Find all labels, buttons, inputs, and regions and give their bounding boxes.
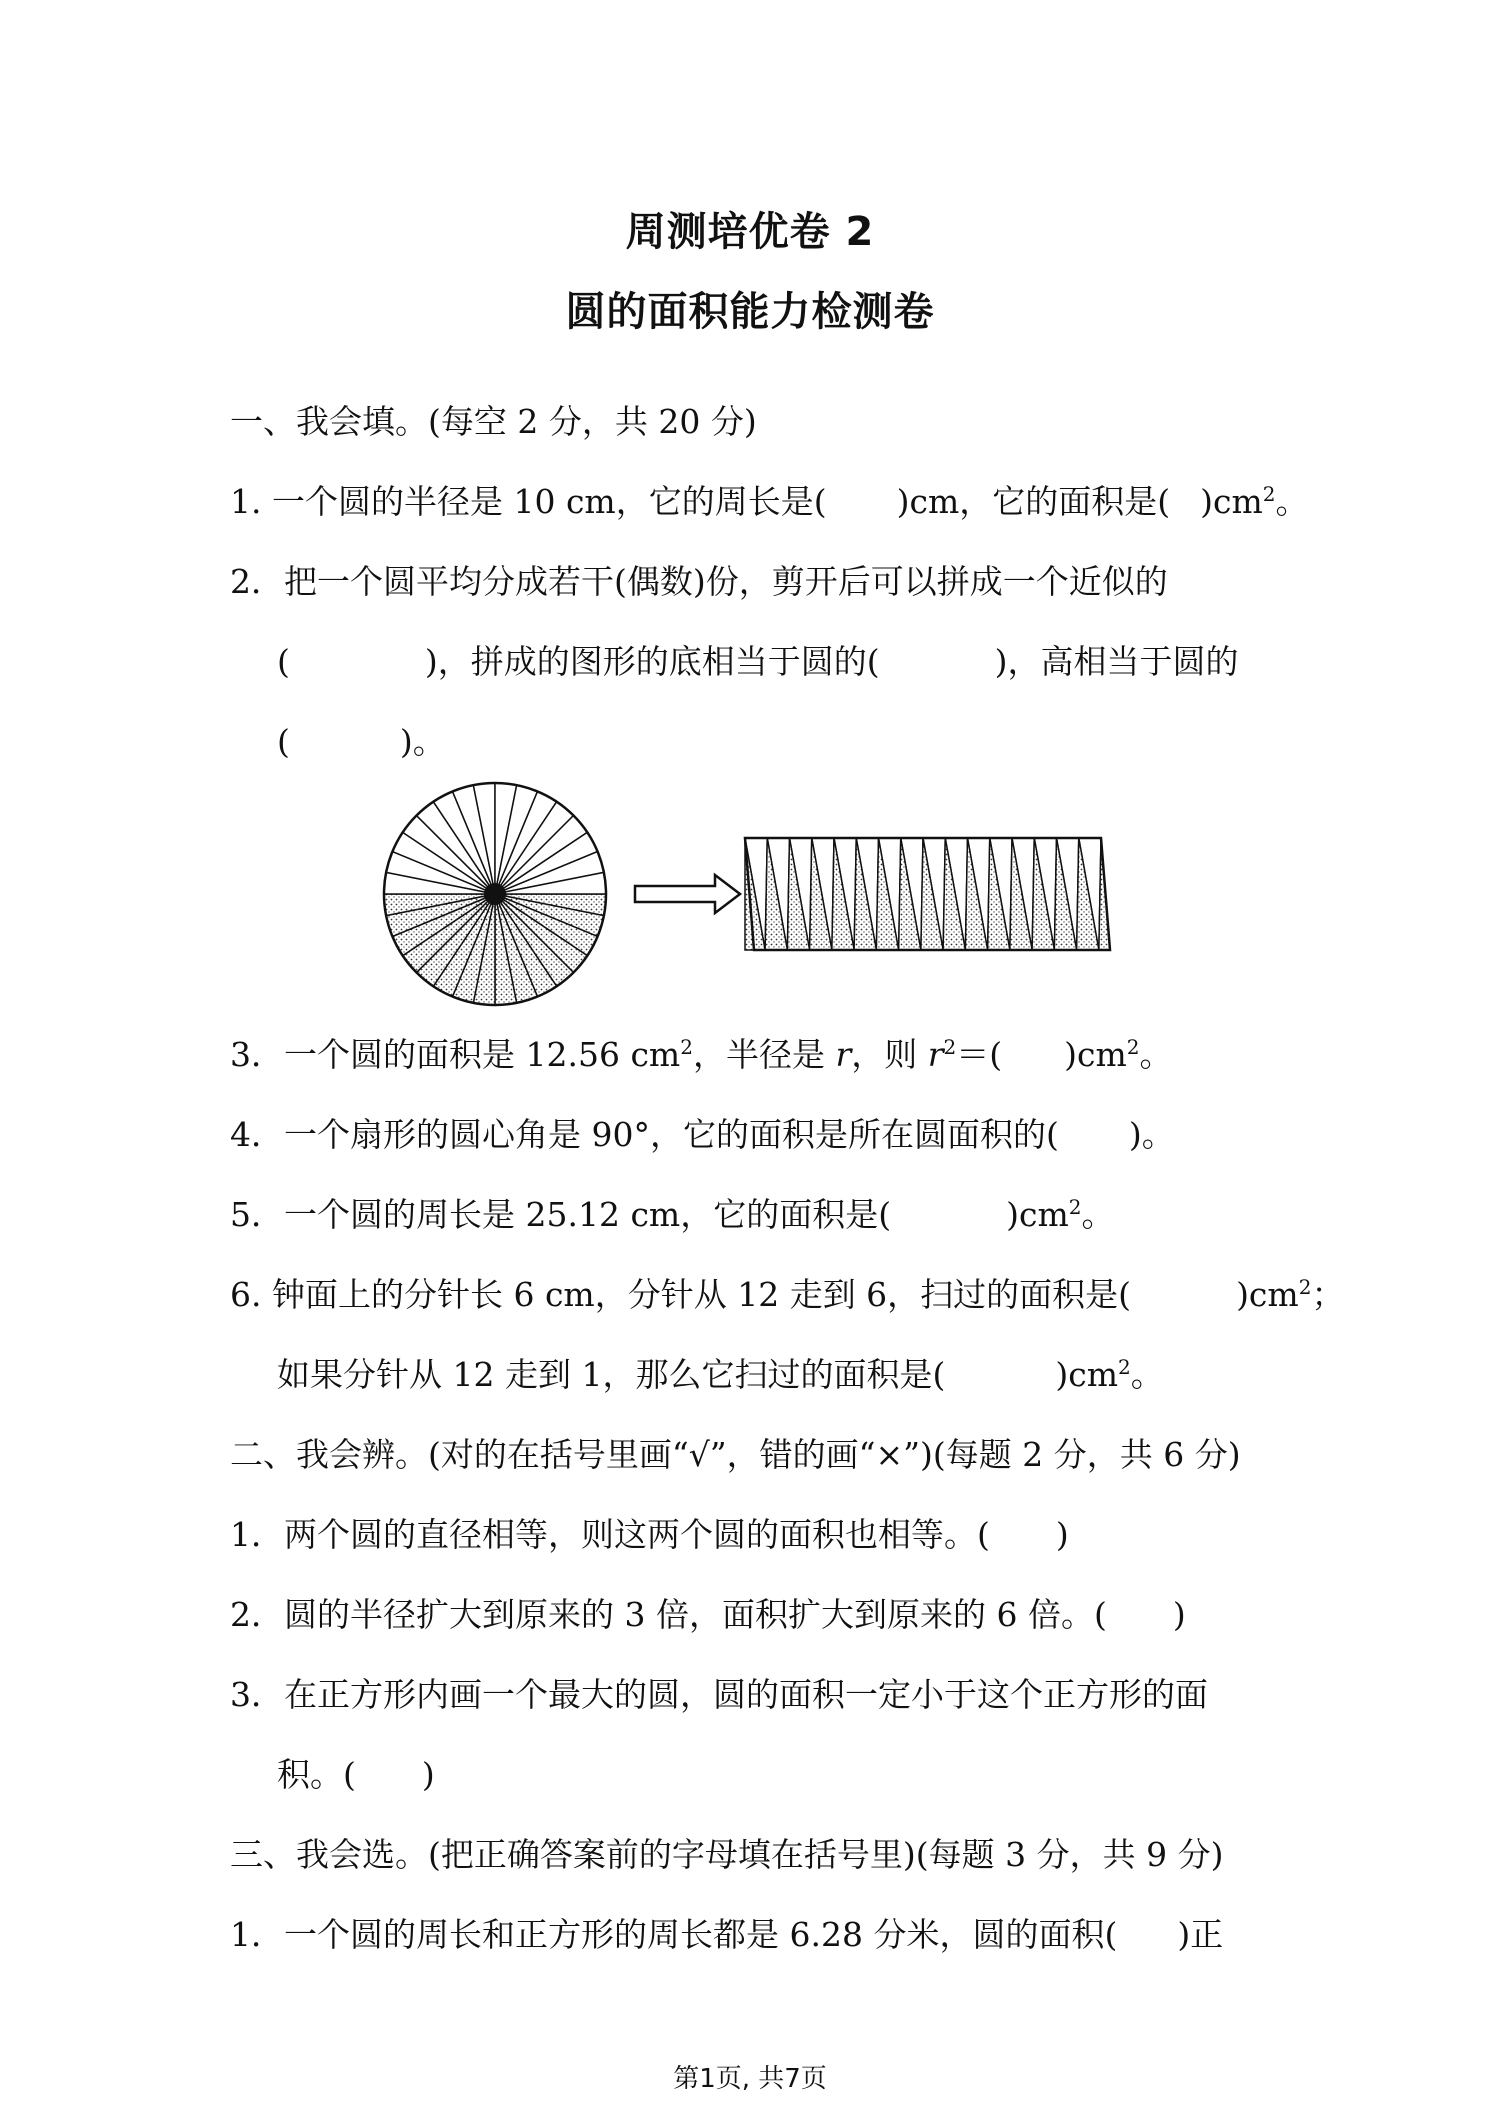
page-number: 第1页, 共7页	[673, 2064, 827, 2094]
divided-circle	[384, 783, 606, 1005]
question-1-6-line2: 如果分针从 12 走到 1，那么它扫过的面积是( )$cm^2$。	[277, 1355, 1164, 1394]
paper-title: 周测培优卷 2	[625, 209, 875, 255]
paper-subtitle: 圆的面积能力检测卷	[565, 289, 935, 335]
circle-to-rectangle-figure	[380, 778, 1120, 1010]
question-1-1: 1. 一个圆的半径是 10 cm，它的周长是( )cm，它的面积是( )$cm^2$。	[230, 482, 1309, 521]
question-1-4: 4．一个扇形的圆心角是 90°，它的面积是所在圆面积的( )。	[230, 1115, 1175, 1154]
section2-heading: 二、我会辨。(对的在括号里画“√”，错的画“×”)(每题 2 分，共 6 分)	[230, 1435, 1241, 1474]
circle-center	[484, 883, 506, 905]
question-2-2: 2．圆的半径扩大到原来的 3 倍，面积扩大到原来的 6 倍。( )	[230, 1595, 1186, 1634]
section3-heading: 三、我会选。(把正确答案前的字母填在括号里)(每题 3 分，共 9 分)	[230, 1835, 1224, 1874]
question-2-3-line2: 积。( )	[277, 1755, 435, 1794]
question-3-1: 1．一个圆的周长和正方形的周长都是 6.28 分米，圆的面积( )正	[230, 1915, 1224, 1954]
question-1-2-line1: 2．把一个圆平均分成若干(偶数)份，剪开后可以拼成一个近似的	[230, 562, 1168, 601]
question-1-3: 3．一个圆的面积是 12.56 $cm^2$，半径是 r，则 $r^2=$( )$cm^2$。	[230, 1035, 1173, 1074]
question-1-5: 5．一个圆的周长是 25.12 cm，它的面积是( )$cm^2$。	[230, 1195, 1115, 1234]
question-2-1: 1．两个圆的直径相等，则这两个圆的面积也相等。( )	[230, 1515, 1069, 1554]
question-1-2-line2: ( )，拼成的图形的底相当于圆的( )，高相当于圆的	[277, 642, 1239, 681]
question-1-6-line1: 6. 钟面上的分针长 6 cm，分针从 12 走到 6，扫过的面积是( )$cm^2$；	[230, 1275, 1345, 1314]
right-arrow-icon	[635, 875, 740, 913]
approximate-rectangle	[745, 838, 1110, 950]
section1-heading: 一、我会填。(每空 2 分，共 20 分)	[230, 402, 757, 441]
question-2-3-line1: 3．在正方形内画一个最大的圆，圆的面积一定小于这个正方形的面	[230, 1675, 1208, 1714]
question-1-2-line3: ( )。	[277, 722, 446, 761]
